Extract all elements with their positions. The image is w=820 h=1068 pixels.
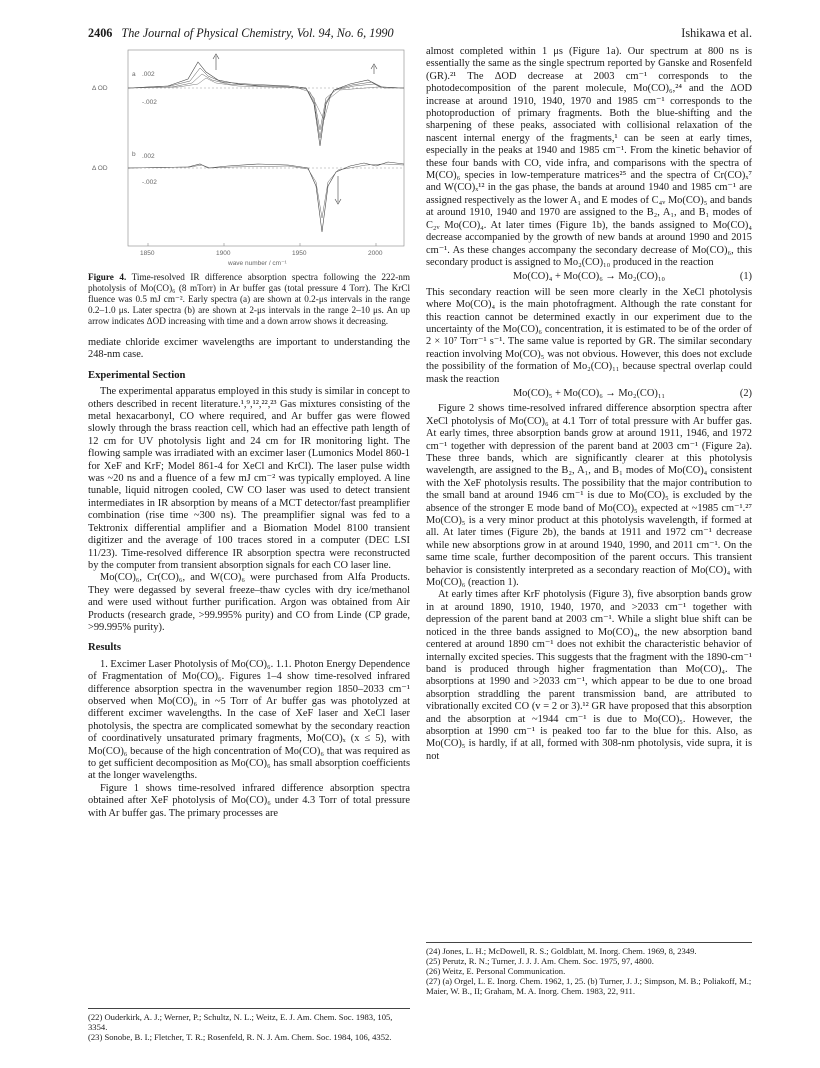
- heading-results: Results: [88, 642, 121, 654]
- trace-a-2: [128, 68, 404, 138]
- trace-a-3: [128, 74, 404, 130]
- footnote-23: (23) Sonobe, B. I.; Fletcher, T. R.; Rosenfeld, R. N. J. Am. Chem. Soc. 1984, 106, 4352.: [88, 1032, 392, 1042]
- footnotes-left: [88, 998, 410, 1042]
- page-number: 2406: [88, 26, 113, 40]
- footnote-rule-left: [88, 1008, 410, 1009]
- footnotes-right: [426, 932, 752, 996]
- journal-citation: The Journal of Physical Chemistry, Vol. 94, No. 6, 1990: [121, 26, 394, 40]
- figure-4-plot: [88, 46, 410, 268]
- para-experimental-2: Mo(CO)₆, Cr(CO)₆, and W(CO)₆ were purchased from Alfa Products. They were degassed by several freeze–thaw cycles with dry ice/methanol and were used without further purification. Argon was obtained from Air Products (research grade, >99.995% purity) and CO from Linde (CP grade, >99.995% purity).: [88, 572, 410, 633]
- footnote-rule-right: [426, 942, 752, 943]
- para-right-2: This secondary reaction will be seen more clearly in the XeCl photolysis where Mo(CO)₄ is the main photofragment. Although the rate constant for this reaction cannot be determined exactly in our experiment due to the uncertainty of the Mo(CO)₆ concentration, it is estimated to be of the order of 2 × 10⁷ Torr⁻¹ s⁻¹. The same value is reported by GR. The similar secondary reaction involving Mo(CO)₅ was not obvious. However, this does not exclude the possibility of the formation of Mo₂(CO)₁₁ because spectral overlap could mask the reaction: [426, 286, 752, 385]
- caption-text: Time-resolved IR difference absorption spectra following the 222-nm photolysis of Mo(CO)₆ (8 mTorr) in Ar buffer gas (total pressure 4 Torr). The KrCl fluence was 0.5 mJ cm⁻². Early spectra (a) are shown at 0.2-μs intervals in the range 0.2–1.0 μs. Later spectra (b) are shown at 2-μs intervals in the range 2–10 μs. An up arrow indicates ΔOD increasing with time and a down arrow shows it decreasing.: [88, 272, 410, 326]
- footnote-26: (26) Weitz, E. Personal Communication.: [426, 966, 566, 976]
- x-axis-label: wave number / cm⁻¹: [228, 260, 287, 267]
- para-right-3: Figure 2 shows time-resolved infrared difference absorption spectra after XeCl photolysis of Mo(CO)₆ at 4.1 Torr of total pressure with Ar buffer gas. At early times, three absorption bands grow at around 1911, 1946, and 1972 cm⁻¹ together with depression of the parent band at 2003 cm⁻¹ (Figure 2a). These three bands, which are significantly clearer at this photolysis wavelength, are assigned to the B₂, A₁, and B₁ modes of Mo(CO)₄ consistent with the XeF photolysis results. The possibility that the major contribution to the small band at around 1946 cm⁻¹ is due to Mo(CO)₅ is excluded by the absence of the stronger E mode band of Mo(CO)₅ expected at ~1985 cm⁻¹.²⁷ Mo(CO)₅ is a very minor product at this photolysis wavelength, if formed at all. At later times (Figure 2b), the bands at 1911 and 1972 cm⁻¹ decrease while new absorptions grow in at around 1940, 1990, and 2011 cm⁻¹. On the same time scale, further decomposition of the parent occurs. This transient behavior is consistently interpreted as a secondary reaction of Mo(CO)₄ with Mo(CO)₆ (reaction 1).: [426, 403, 752, 589]
- tick-label-b-neg: -.002: [142, 179, 157, 186]
- tick-label-a-pos: .002: [142, 71, 155, 78]
- para-right-4: At early times after KrF photolysis (Figure 3), five absorption bands grow in at around 1890, 1910, 1940, 1970, and >2033 cm⁻¹ together with depression of the parent band at 2003 cm⁻¹. While a slight blue shift can be noticed in the three bands assigned to Mo(CO)₄, the new absorption band centered at around 1890 cm⁻¹ does not exhibit the characteristic behavior of internally excited species. This suggests that the fragment with the 1890-cm⁻¹ band is produced through higher fragmentation than Mo(CO)₄. The absorptions at 1990 and >2033 cm⁻¹, which appear to be due to one broad absorption straddling the parent transmission band, are attributed to vibrationally excited CO (v = 2 or 3).¹² GR have proposed that this absorption and the absorption at ~1944 cm⁻¹ is due to Mo(CO)₅. However, the absorption at 1990 cm⁻¹ is peaked too far to the blue for this. Also, as Mo(CO)₅ is hardly, if at all, formed with 308-nm photolysis, vide supra, it is not: [426, 589, 752, 762]
- trace-a-4: [128, 78, 404, 120]
- footnote-25: (25) Perutz, R. N.; Turner, J. J. J. Am. Chem. Soc. 1975, 97, 4800.: [426, 956, 654, 966]
- para-experimental-1: The experimental apparatus employed in this study is similar in concept to others described in recent literature.¹,⁹,¹²,²²,²³ Gas mixtures consisting of the metal hexacarbonyl, CO where required, and Ar buffer gas were flowed slowly through the brass reaction cell, which had an effective path length of 12 cm for UV photolysis light and 24 cm for IR monitoring light. The flowing sample was irradiated with an excimer laser (Lumonics Model 860-1 for XeF and KrF; Model 861-4 for XeCl and KrCl). The laser pulse width was ~20 ns and a fluence of a few mJ cm⁻² was typically employed. A line tunable, liquid nitrogen cooled, CW CO laser was used to detect transient intermediates in IR absorption by means of a MCT detector/fast preamplifier combination (rise time ~300 ns). The preamplifier signal was fed to a Tektronix differential amplifier and a Biomation Model 8100 transient digitizer and the average of 100 traces stored in a computer (DEC LSI 11/23). Time-resolved difference IR absorption spectra were reconstructed by the computer from transient absorption signals for each CO laser line.: [88, 386, 410, 571]
- para-results-1: 1. Excimer Laser Photolysis of Mo(CO)₆. 1.1. Photon Energy Dependence of Fragmentation of Mo(CO)₆. Figures 1–4 show time-resolved infrared difference absorption spectra in the wavenumber region 1850–2033 cm⁻¹ observed when Mo(CO)₆ in ~5 Torr of Ar buffer gas was photolyzed at different excimer wavelengths. In the case of XeF laser and XeCl laser photolysis, the spectra are complicated somewhat by the secondary reaction of coordinatively unsaturated primary fragments, Mo(CO)ₓ (x ≤ 5), with Mo(CO)₆ because of the high concentration of Mo(CO)₆ that was required as to get sufficient decomposition as Mo(CO)₆ has small absorption coefficients at the longer wavelengths.: [88, 658, 410, 782]
- trace-a-1: [128, 62, 404, 146]
- footnote-27: (27) (a) Orgel, L. E. Inorg. Chem. 1962, 1, 25. (b) Turner, J. J.; Simpson, M. B.; Poliakoff, M.; Maier, W. B., II; Graham, M. A. Inorg. Chem. 1983, 22, 911.: [426, 976, 752, 996]
- left-column: [88, 46, 410, 820]
- right-column: [426, 46, 752, 763]
- para-right-1: almost completed within 1 μs (Figure 1a). Our spectrum at 800 ns is essentially the same as the single spectrum reported by Ganske and Rosenfeld (GR).²¹ The ΔOD decrease at 2003 cm⁻¹ corresponds to the photodecomposition of the parent molecule, Mo(CO)₆,²⁴ and the ΔOD increase at around 1910, 1940, 1970 and 1985 cm⁻¹ corresponds to the photoproduction of primary fragments. Both the blue-shifting and the sharpening of these peaks, associated with collisional relaxation of the nascent internal energy of the fragments,¹ can be seen at early times, especially in the peaks at 1940 and 1985 cm⁻¹. From the kinetic behavior of these four bands with CO, vide infra, and comparisons with the spectra of M(CO)₆ species in low-temperature matrices²⁵ and the spectra of Cr(CO)ₓ⁷ and W(CO)ₓ¹² in the gas phase, the bands at around 1940 and 1985 cm⁻¹ are assigned respectively as the lower A₁ and E modes of C₄ᵥ Mo(CO)₅ and bands at around 1910, 1940 and 1970 are assigned to the B₂, A₁, and B₁ modes of C₂ᵥ Mo(CO)₄. At later times (Figure 1b), the bands assigned to Mo(CO)₄ decrease accompanied by the growth of new bands at around 1990 and 2015 cm⁻¹. As these changes accompany the secondary decrease of Mo(CO)₆, this secondary product is assigned to Mo₂(CO)₁₀ produced in the reaction: [426, 46, 752, 268]
- heading-experimental: Experimental Section: [88, 369, 186, 381]
- trace-b-2: [128, 164, 404, 218]
- delta-od-label-b: Δ OD: [92, 165, 108, 172]
- figure-4-caption: [88, 272, 410, 327]
- panel-label-a: a: [132, 71, 136, 78]
- para-results-2: Figure 1 shows time-resolved infrared difference absorption spectra obtained after XeF photolysis of Mo(CO)₆ under 4.3 Torr of total pressure with Ar buffer gas. The primary processes are: [88, 782, 410, 819]
- equation-2-number: (2): [739, 387, 752, 399]
- equation-2: [426, 388, 752, 400]
- equation-1: [426, 271, 752, 283]
- plot-frame: [128, 50, 404, 246]
- x-tick-1850: 1850: [140, 250, 155, 257]
- footnote-22: (22) Ouderkirk, A. J.; Werner, P.; Schultz, N. L.; Weitz, E. J. Am. Chem. Soc. 1983, 105, 3354.: [88, 1012, 393, 1032]
- equation-2-expr: Mo(CO)₅ + Mo(CO)₆ → Mo₂(CO)₁₁: [512, 387, 666, 399]
- footnote-24: (24) Jones, L. H.; McDowell, R. S.; Goldblatt, M. Inorg. Chem. 1969, 8, 2349.: [426, 946, 697, 956]
- x-tick-2000: 2000: [368, 250, 383, 257]
- x-tick-1950: 1950: [292, 250, 307, 257]
- tick-label-b-pos: .002: [142, 153, 155, 160]
- delta-od-label-a: Δ OD: [92, 85, 108, 92]
- para-intro: mediate chloride excimer wavelengths are important to understanding the 248-nm case.: [88, 337, 410, 361]
- caption-label: Figure 4.: [88, 272, 127, 282]
- panel-label-b: b: [132, 151, 136, 158]
- figure-4: [88, 46, 410, 268]
- tick-label-a-neg: -.002: [142, 99, 157, 106]
- x-tick-1900: 1900: [216, 250, 231, 257]
- equation-1-number: (1): [739, 271, 752, 283]
- equation-1-expr: Mo(CO)₄ + Mo(CO)₆ → Mo₂(CO)₁₀: [512, 271, 666, 283]
- running-header: [88, 26, 752, 42]
- trace-b-1: [128, 162, 404, 232]
- running-authors: Ishikawa et al.: [681, 26, 752, 40]
